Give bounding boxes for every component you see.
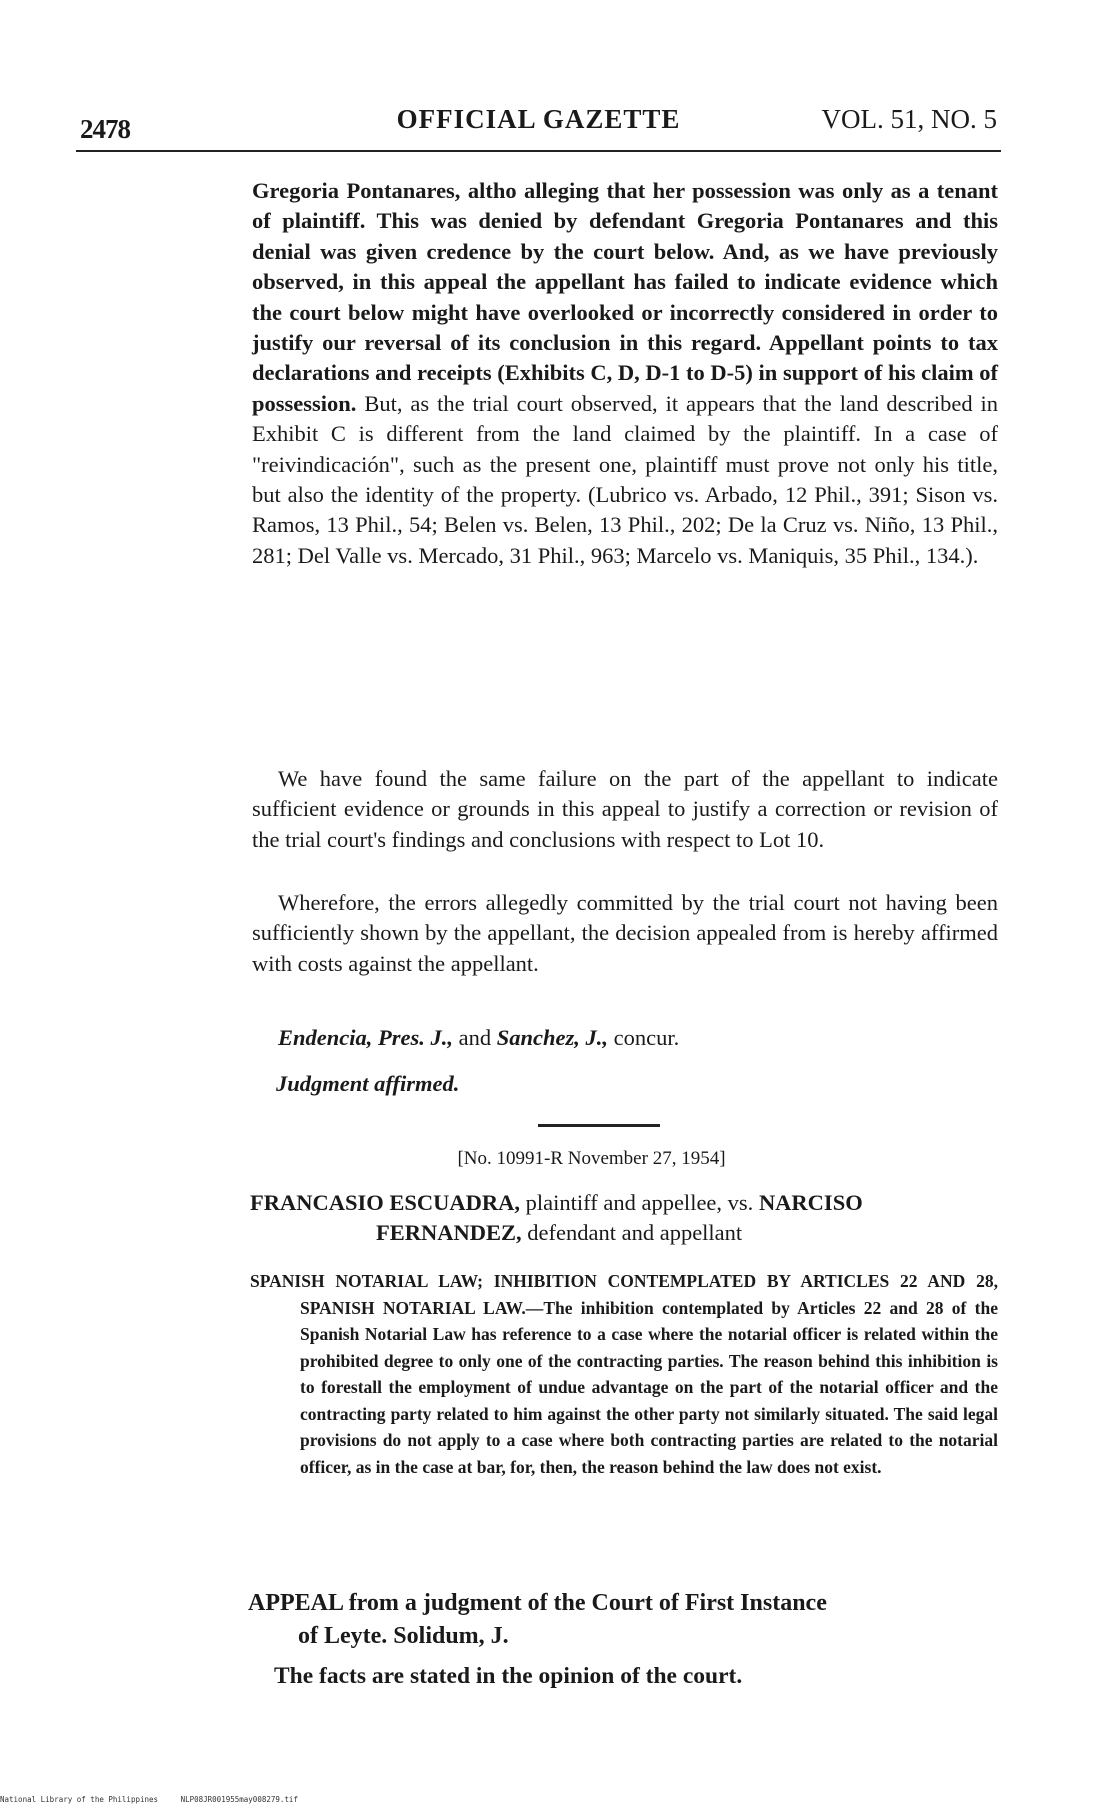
plaintiff-role: plaintiff and appellee, bbox=[520, 1190, 728, 1215]
header-rule bbox=[76, 150, 1001, 152]
case-number: [No. 10991-R November 27, 1954] bbox=[457, 1148, 726, 1169]
concurrence-verb: concur. bbox=[608, 1025, 680, 1050]
paragraph-lead-text: Gregoria Pontanares, altho alleging that her possession was only as a tenant of plaintiff. This was denied by defendant Gregoria Pontanares and this denial was given credence by the court below. And, as we have previously observed, in this appeal the appellant has failed to indicate evidence which the court below might have overlooked or incorrectly considered in order to justify our reversal of its conclusion in this regard. Appellant points to tax declarations and receipts (Exhibits C, D, D-1 to D-5) in support of his claim of possession. bbox=[252, 178, 998, 416]
scan-filename: NLP08JR001955may008279.tif bbox=[180, 1795, 298, 1804]
appeal-label: APPEAL bbox=[248, 1590, 343, 1616]
parties-line-1 bbox=[250, 1188, 998, 1218]
defendant-first-name: NARCISO bbox=[753, 1190, 863, 1215]
appeal-statement bbox=[248, 1587, 998, 1653]
library-credit: National Library of the Philippines bbox=[0, 1795, 159, 1804]
syllabus-text: The inhibition contemplated by Articles 22 and 28 of the Spanish Notarial Law has reference to a case where the notarial officer is related within the prohibited degree to only one of the contracting parties. The reason behind this inhibition is to forestall the employment of undue advantage on the part of the notarial officer and the contracting party related to him against the other party not similarly situated. The said legal provisions do not apply to a case where both contracting parties are related to the notarial officer, as in the case at bar, for, then, the reason behind the law does not exist. bbox=[300, 1297, 998, 1477]
syllabus-heading: SPANISH NOTARIAL LAW; INHIBITION CONTEMPLATED BY ARTICLES 22 AND 28, SPANISH NOTARIAL LAW.— bbox=[250, 1271, 998, 1318]
concurrence-line bbox=[278, 1025, 679, 1051]
plaintiff-name: FRANCASIO ESCUADRA, bbox=[250, 1190, 521, 1215]
versus: vs. bbox=[727, 1190, 754, 1215]
paragraph-wherefore: Wherefore, the errors allegedly committed by the trial court not having been sufficiently shown by the appellant, the decision appealed from is hereby affirmed with costs against the appellant. bbox=[252, 890, 998, 976]
appeal-province-judge: of Leyte. Solidum, J. bbox=[298, 1623, 509, 1649]
appeal-line-1 bbox=[248, 1587, 998, 1620]
judge-endencia: Endencia, Pres. J., bbox=[278, 1025, 454, 1050]
judgment-affirmed: Judgment affirmed. bbox=[276, 1071, 460, 1096]
paragraph-lot-10: We have found the same failure on the part of the appellant to indicate sufficient evidence or grounds in this appeal to justify a correction or revision of the trial court's findings and conclusions with respect to Lot 10. bbox=[252, 766, 998, 852]
scan-footer bbox=[0, 1795, 316, 1804]
facts-text: The facts are stated in the opinion of the court. bbox=[274, 1663, 743, 1689]
concurrence-and: and bbox=[453, 1025, 497, 1050]
syllabus bbox=[250, 1268, 998, 1480]
page-number: 2478 bbox=[80, 114, 130, 144]
parties-line-2 bbox=[250, 1218, 998, 1248]
case-parties bbox=[250, 1188, 998, 1248]
paragraph-continuation-text: But, as the trial court observed, it appears that the land described in Exhibit C is different from the land claimed by the plaintiff. In a case of "reivindicación", such as the present one, plaintiff must prove not only his title, but also the identity of the property. (Lubrico vs. Arbado, 12 Phil., 391; Sison vs. Ramos, 13 Phil., 54; Belen vs. Belen, 13 Phil., 202; De la Cruz vs. Niño, 13 Phil., 281; Del Valle vs. Mercado, 31 Phil., 963; Marcelo vs. Maniquis, 35 Phil., 134.). bbox=[252, 390, 998, 568]
defendant-role: defendant and appellant bbox=[521, 1220, 743, 1245]
appeal-court: from a judgment of the Court of First Instance bbox=[342, 1590, 827, 1616]
volume-issue: VOL. 51, NO. 5 bbox=[821, 104, 997, 134]
defendant-last-name: FERNANDEZ, bbox=[376, 1220, 522, 1245]
page-header bbox=[76, 100, 1001, 144]
section-divider bbox=[538, 1124, 660, 1127]
appeal-line-2 bbox=[248, 1620, 998, 1653]
facts-statement bbox=[274, 1663, 742, 1690]
publication-title: OFFICIAL GAZETTE bbox=[396, 104, 681, 134]
judge-sanchez: Sanchez, J., bbox=[496, 1025, 609, 1050]
paragraph-possession bbox=[252, 176, 998, 571]
